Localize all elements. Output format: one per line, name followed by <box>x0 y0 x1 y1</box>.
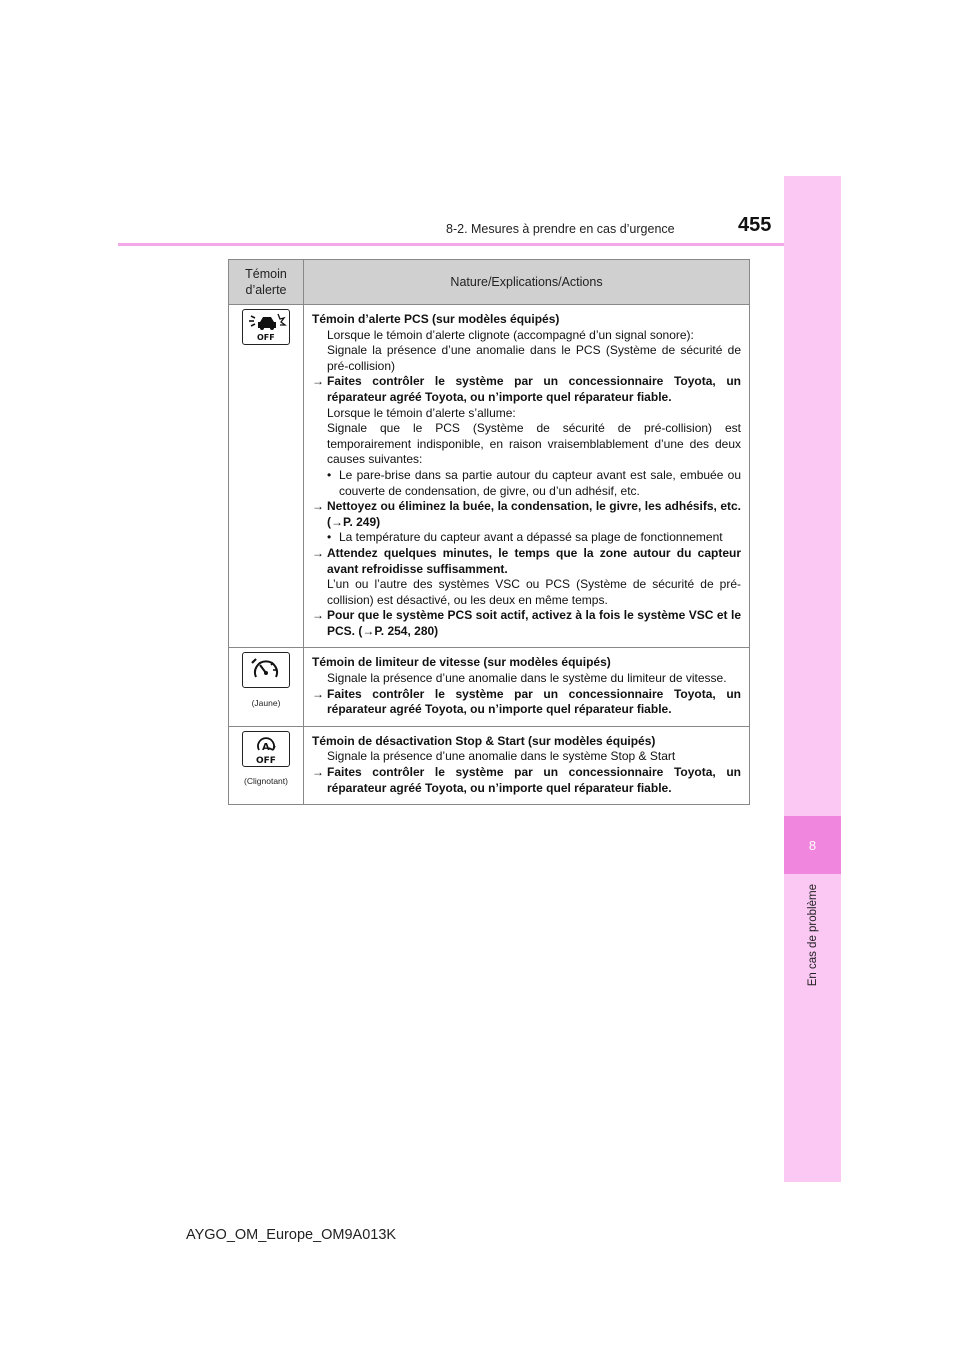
footer-doc-code: AYGO_OM_Europe_OM9A013K <box>186 1227 397 1243</box>
arrow-icon: → <box>312 374 324 389</box>
bullet-icon: • <box>327 467 332 482</box>
paragraph: L’un ou l’autre des systèmes VSC ou PCS (Système de sécurité de pré-collision) est désactivé, ou les deux en même temps. <box>327 577 741 607</box>
action-line: → Faites contrôler le système par un concessionnaire Toyota, un réparateur agréé Toyota, ou n’importe quel réparateur fiable. <box>312 686 741 717</box>
action-line: → Attendez quelques minutes, le temps que la zone autour du capteur avant refroidisse suffisamment. <box>312 545 741 576</box>
pcs-off-icon <box>242 309 290 345</box>
icon-caption: (Jaune) <box>251 698 281 709</box>
icon-cell <box>229 726 304 804</box>
table-header-row <box>229 260 750 305</box>
paragraph: Lorsque le témoin d’alerte clignote (accompagné d’un signal sonore): <box>327 327 694 342</box>
action-line: → Pour que le système PCS soit actif, activez à la fois le système VSC et le PCS. (→P. 254, 280) <box>312 608 741 638</box>
paragraph: Signale que le PCS (Système de sécurité de pré-collision) est temporairement indisponible, en raison vraisemblablement d’une des deux causes suivantes: <box>327 421 741 467</box>
bullet-line: • Le pare-brise dans sa partie autour du capteur avant est sale, embuée ou couverte de condensation, de givre, ou d’un adhésif, etc. <box>327 467 741 498</box>
arrow-icon: → <box>312 765 324 780</box>
action-line: → Faites contrôler le système par un concessionnaire Toyota, un réparateur agréé Toyota, ou n’importe quel réparateur fiable. <box>312 374 741 404</box>
svg-text:OFF: OFF <box>257 333 275 342</box>
section-header: 8-2. Mesures à prendre en cas d’urgence <box>446 222 675 236</box>
arrow-icon: → <box>312 545 324 560</box>
side-tab-chapter-number: 8 <box>784 816 841 874</box>
arrow-icon: → <box>312 499 324 514</box>
table-row <box>229 648 750 726</box>
header-rule <box>118 243 784 246</box>
action-line: → Faites contrôler le système par un concessionnaire Toyota, un réparateur agréé Toyota, ou n’importe quel réparateur fiable. <box>312 765 741 795</box>
arrow-icon: → <box>312 686 324 701</box>
paragraph: Lorsque le témoin d’alerte s’allume: <box>327 405 516 420</box>
table-row <box>229 305 750 648</box>
svg-text:OFF: OFF <box>256 755 276 766</box>
stop-start-off-icon <box>242 731 290 767</box>
text-cell <box>304 648 750 726</box>
icon-cell <box>229 648 304 726</box>
col-header-nature: Nature/Explications/Actions <box>304 260 750 305</box>
row-title: Témoin de désactivation Stop & Start (sur modèles équipés) <box>312 733 656 748</box>
icon-cell <box>229 305 304 648</box>
action-line: → Nettoyez ou éliminez la buée, la condensation, le givre, les adhésifs, etc. (→P. 249) <box>312 499 741 529</box>
page-number: 455 <box>738 214 772 236</box>
table-row <box>229 726 750 804</box>
paragraph: Signale la présence d’une anomalie dans le système Stop & Start <box>327 749 676 764</box>
text-cell <box>304 305 750 648</box>
icon-caption: (Clignotant) <box>244 776 288 787</box>
warning-lights-table <box>228 259 750 805</box>
bullet-line: • La température du capteur avant a dépassé sa plage de fonctionnement <box>327 530 723 545</box>
text-cell <box>304 726 750 804</box>
bullet-icon: • <box>327 530 332 545</box>
paragraph: Signale la présence d’une anomalie dans le système du limiteur de vitesse. <box>327 671 727 686</box>
arrow-icon: → <box>312 608 324 623</box>
side-tab-label: En cas de problème <box>807 884 819 987</box>
side-tab-top <box>784 176 841 816</box>
row-title: Témoin de limiteur de vitesse (sur modèles équipés) <box>312 655 611 670</box>
speed-limiter-icon <box>242 652 290 688</box>
col-header-warning-light: Témoin d’alerte <box>229 260 304 305</box>
paragraph: Signale la présence d’une anomalie dans le PCS (Système de sécurité de pré-collision) <box>327 343 741 373</box>
svg-text:A: A <box>262 741 270 753</box>
row-title: Témoin d’alerte PCS (sur modèles équipés) <box>312 312 560 326</box>
